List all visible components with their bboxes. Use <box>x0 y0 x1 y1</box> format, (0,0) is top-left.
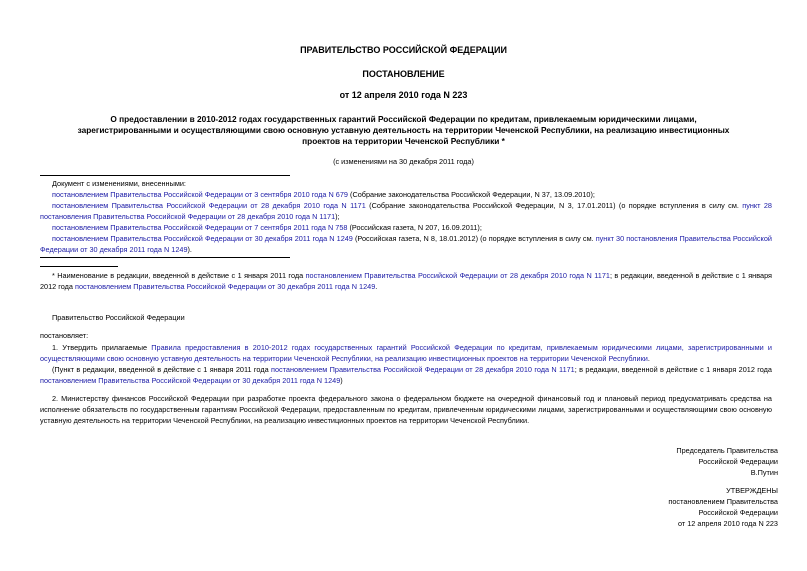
change-item-2: постановлением Правительства Российской Федерации от 28 декабря 2010 года N 1171 (Собрание законодательства Российской Федерации, N 3, 17.01.2011) (о порядке вступления в силу см. пункт 28 постановления Правительства Российской Федерации от 28 декабря 2010 года N 1171); <box>40 201 772 221</box>
footnote-link-2[interactable]: постановлением Правительства Российской Федерации от 30 декабря 2011 года N 1249 <box>75 282 376 291</box>
approved-date: от 12 апреля 2010 года N 223 <box>677 519 778 528</box>
approval-block <box>668 485 778 529</box>
document-title <box>0 114 807 147</box>
issuing-body: Правительство Российской Федерации <box>52 313 185 322</box>
change-link-2[interactable]: постановлением Правительства Российской Федерации от 28 декабря 2010 года N 1171 <box>52 201 366 210</box>
signature-block <box>676 445 778 478</box>
change-link-2-clause[interactable]: пункт 28 постановления Правительства Российской Федерации от 28 декабря 2010 года N 1171 <box>40 201 772 221</box>
divider-middle <box>40 257 290 258</box>
changes-block <box>52 178 772 200</box>
title-line-3: проектов на территории Чеченской Республики * <box>302 136 505 146</box>
title-line-1: О предоставлении в 2010-2012 годах государственных гарантий Российской Федерации по кредитам, привлекаемым юридическими лицами, <box>110 114 697 124</box>
change-link-1[interactable]: постановлением Правительства Российской Федерации от 3 сентября 2010 года N 679 <box>52 190 348 199</box>
change-item-3: постановлением Правительства Российской Федерации от 7 сентября 2011 года N 758 (Российская газета, N 207, 16.09.2011); <box>52 223 482 232</box>
document-date-heading: от 12 апреля 2010 года N 223 <box>339 90 468 100</box>
title-line-2: зарегистрированными и осуществляющими свою основную уставную деятельность на территории Чеченской Республики, на реализацию инвестиционных <box>77 125 730 135</box>
signature-title: Председатель Правительства <box>676 446 778 455</box>
change-item-1: постановлением Правительства Российской Федерации от 3 сентября 2010 года N 679 (Собрание законодательства Российской Федерации, N 37, 13.09.2010); <box>52 190 595 199</box>
clause-2: 2. Министерству финансов Российской Федерации при разработке проекта федерального закона о федеральном бюджете на очередной финансовый год и плановый период предусматривать средства на исполнение обязательств по государственным гарантиям Российской Федерации, предоставленным по кредитам, привлеченным юридическими лицами, зарегистрированными и осуществляющими свою основную уставную деятельность на территории Чеченской Республики, на реализацию инвестиционных проектов на территории Чеченской Республики. <box>40 394 772 425</box>
clause-1-note-link-1[interactable]: постановлением Правительства Российской Федерации от 28 декабря 2010 года N 1171 <box>271 365 575 374</box>
footnote: * Наименование в редакции, введенной в действие с 1 января 2011 года постановлением Правительства Российской Федерации от 28 декабря 2010 года N 1171; в редакции, введенной в действие с 1 января 2012 года постановлением Правительства Российской Федерации от 30 декабря 2011 года N 1249. <box>40 271 772 291</box>
approved-country: Российской Федерации <box>698 508 778 517</box>
footnote-link-1[interactable]: постановлением Правительства Российской Федерации от 28 декабря 2010 года N 1171 <box>305 271 610 280</box>
changes-intro: Документ с изменениями, внесенными: <box>52 179 186 188</box>
change-link-4-clause[interactable]: пункт 30 постановления Правительства Российской Федерации от 30 декабря 2011 года N 1249 <box>40 234 772 254</box>
change-link-3[interactable]: постановлением Правительства Российской Федерации от 7 сентября 2011 года N 758 <box>52 223 348 232</box>
footnote-divider <box>40 266 118 267</box>
amendment-date: (с изменениями на 30 декабря 2011 года) <box>333 157 474 166</box>
decides-label: постановляет: <box>40 331 89 340</box>
clause-1-note-link-2[interactable]: постановлением Правительства Российской Федерации от 30 декабря 2011 года N 1249 <box>40 376 341 385</box>
rules-link[interactable]: Правила предоставления в 2010-2012 годах государственных гарантий Российской Федерации по кредитам, привлекаемым юридическими лицами, зарегистрированными и осуществляющими свою основную уставную деятельность на территории Чеченской Республики, на реализацию инвестиционных проектов на территории Чеченской Республики <box>40 343 772 363</box>
government-heading: ПРАВИТЕЛЬСТВО РОССИЙСКОЙ ФЕДЕРАЦИИ <box>300 45 507 55</box>
divider-top <box>40 175 290 176</box>
signature-name: В.Путин <box>750 468 778 477</box>
clause-1: 1. Утвердить прилагаемые Правила предоставления в 2010-2012 годах государственных гарантий Российской Федерации по кредитам, привлекаемым юридическими лицами, зарегистрированными и осуществляющими свою основную уставную деятельность на территории Чеченской Республики, на реализацию инвестиционных проектов на территории Чеченской Республики. <box>40 343 772 363</box>
approved-label: УТВЕРЖДЕНЫ <box>726 486 778 495</box>
change-link-4[interactable]: постановлением Правительства Российской Федерации от 30 декабря 2011 года N 1249 <box>52 234 353 243</box>
clause-1-note: (Пункт в редакции, введенной в действие с 1 января 2011 года постановлением Правительства Российской Федерации от 28 декабря 2010 года N 1171; в редакции, введенной в действие с 1 января 2012 года постановлением Правительства Российской Федерации от 30 декабря 2011 года N 1249) <box>40 365 772 385</box>
approved-by: постановлением Правительства <box>668 497 778 506</box>
signature-country: Российской Федерации <box>698 457 778 466</box>
document-type-heading: ПОСТАНОВЛЕНИЕ <box>362 69 445 79</box>
change-item-4: постановлением Правительства Российской Федерации от 30 декабря 2011 года N 1249 (Российская газета, N 8, 18.01.2012) (о порядке вступления в силу см. пункт 30 постановления Правительства Российской Федерации от 30 декабря 2011 года N 1249). <box>40 234 772 254</box>
